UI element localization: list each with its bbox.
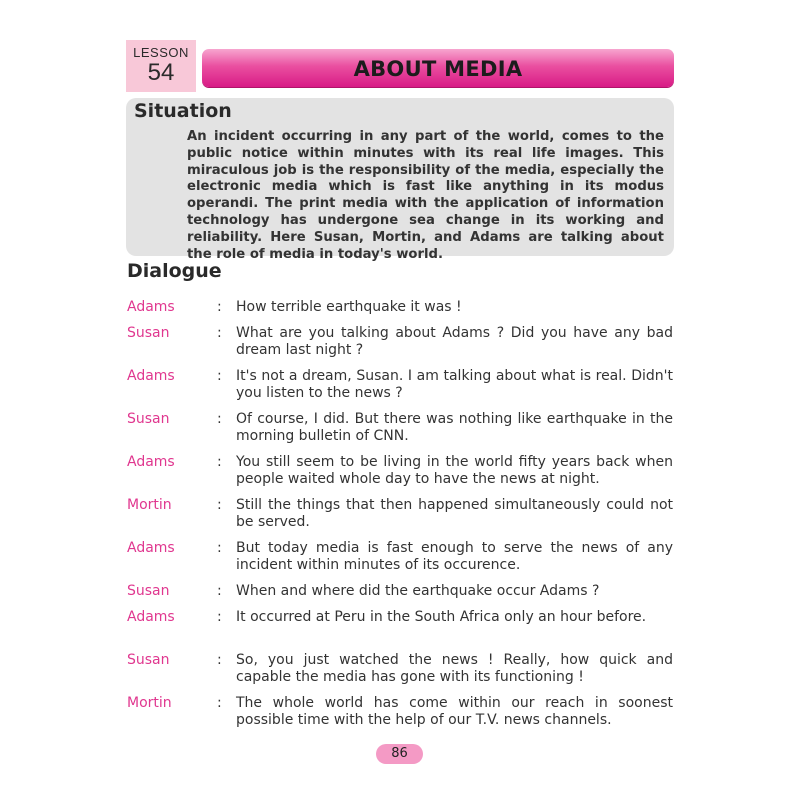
dialogue-line: What are you talking about Adams ? Did you have any bad dream last night ? [236,325,673,358]
page-number: 86 [376,744,423,764]
colon: : [217,411,222,427]
speaker-name: Susan [127,583,170,599]
lesson-number: 54 [147,59,175,86]
situation-heading: Situation [134,100,232,122]
speaker-name: Susan [127,411,170,427]
dialogue-line: How terrible earthquake it was ! [236,299,462,315]
speaker-name: Mortin [127,695,172,711]
colon: : [217,454,222,470]
colon: : [217,368,222,384]
colon: : [217,325,222,341]
lesson-label: LESSON [133,45,189,60]
speaker-name: Adams [127,609,175,625]
colon: : [217,652,222,668]
dialogue-line: You still seem to be living in the world fifty years back when people waited whole day to have the news at night. [236,454,673,487]
colon: : [217,540,222,556]
colon: : [217,609,222,625]
speaker-name: Mortin [127,497,172,513]
page-title: ABOUT MEDIA [353,57,523,81]
colon: : [217,299,222,315]
speaker-name: Adams [127,540,175,556]
speaker-name: Susan [127,325,170,341]
dialogue-line: The whole world has come within our reach in soonest possible time with the help of our T.V. news channels. [236,695,673,728]
colon: : [217,695,222,711]
situation-panel [126,98,674,262]
situation-text: An incident occurring in any part of the world, comes to the public notice within minutes with its real life images. This miraculous job is the responsibility of the media, especially the electronic media which is fast like anything in its modus operandi. The print media with the application of information technology has undergone sea change in its working and reliability. Here Susan, Mortin, and Adams are talking about the role of media in today's world. [187,129,664,262]
title-banner [202,49,674,87]
dialogue-line: It occurred at Peru in the South Africa only an hour before. [236,609,647,625]
speaker-name: Adams [127,368,175,384]
dialogue-line: It's not a dream, Susan. I am talking about what is real. Didn't you listen to the news ? [236,368,673,401]
speaker-name: Susan [127,652,170,668]
colon: : [217,497,222,513]
dialogue-line: Still the things that then happened simultaneously could not be served. [236,497,673,530]
lesson-badge [126,40,196,92]
colon: : [217,583,222,599]
speaker-name: Adams [127,299,175,315]
dialogue-line: When and where did the earthquake occur Adams ? [236,583,600,599]
dialogue-line: So, you just watched the news ! Really, how quick and capable the media has gone with its functioning ! [236,652,673,685]
speaker-name: Adams [127,454,175,470]
dialogue-heading: Dialogue [127,260,222,282]
dialogue-line: But today media is fast enough to serve the news of any incident within minutes of its occurence. [236,540,673,573]
dialogue-line: Of course, I did. But there was nothing like earthquake in the morning bulletin of CNN. [236,411,673,444]
